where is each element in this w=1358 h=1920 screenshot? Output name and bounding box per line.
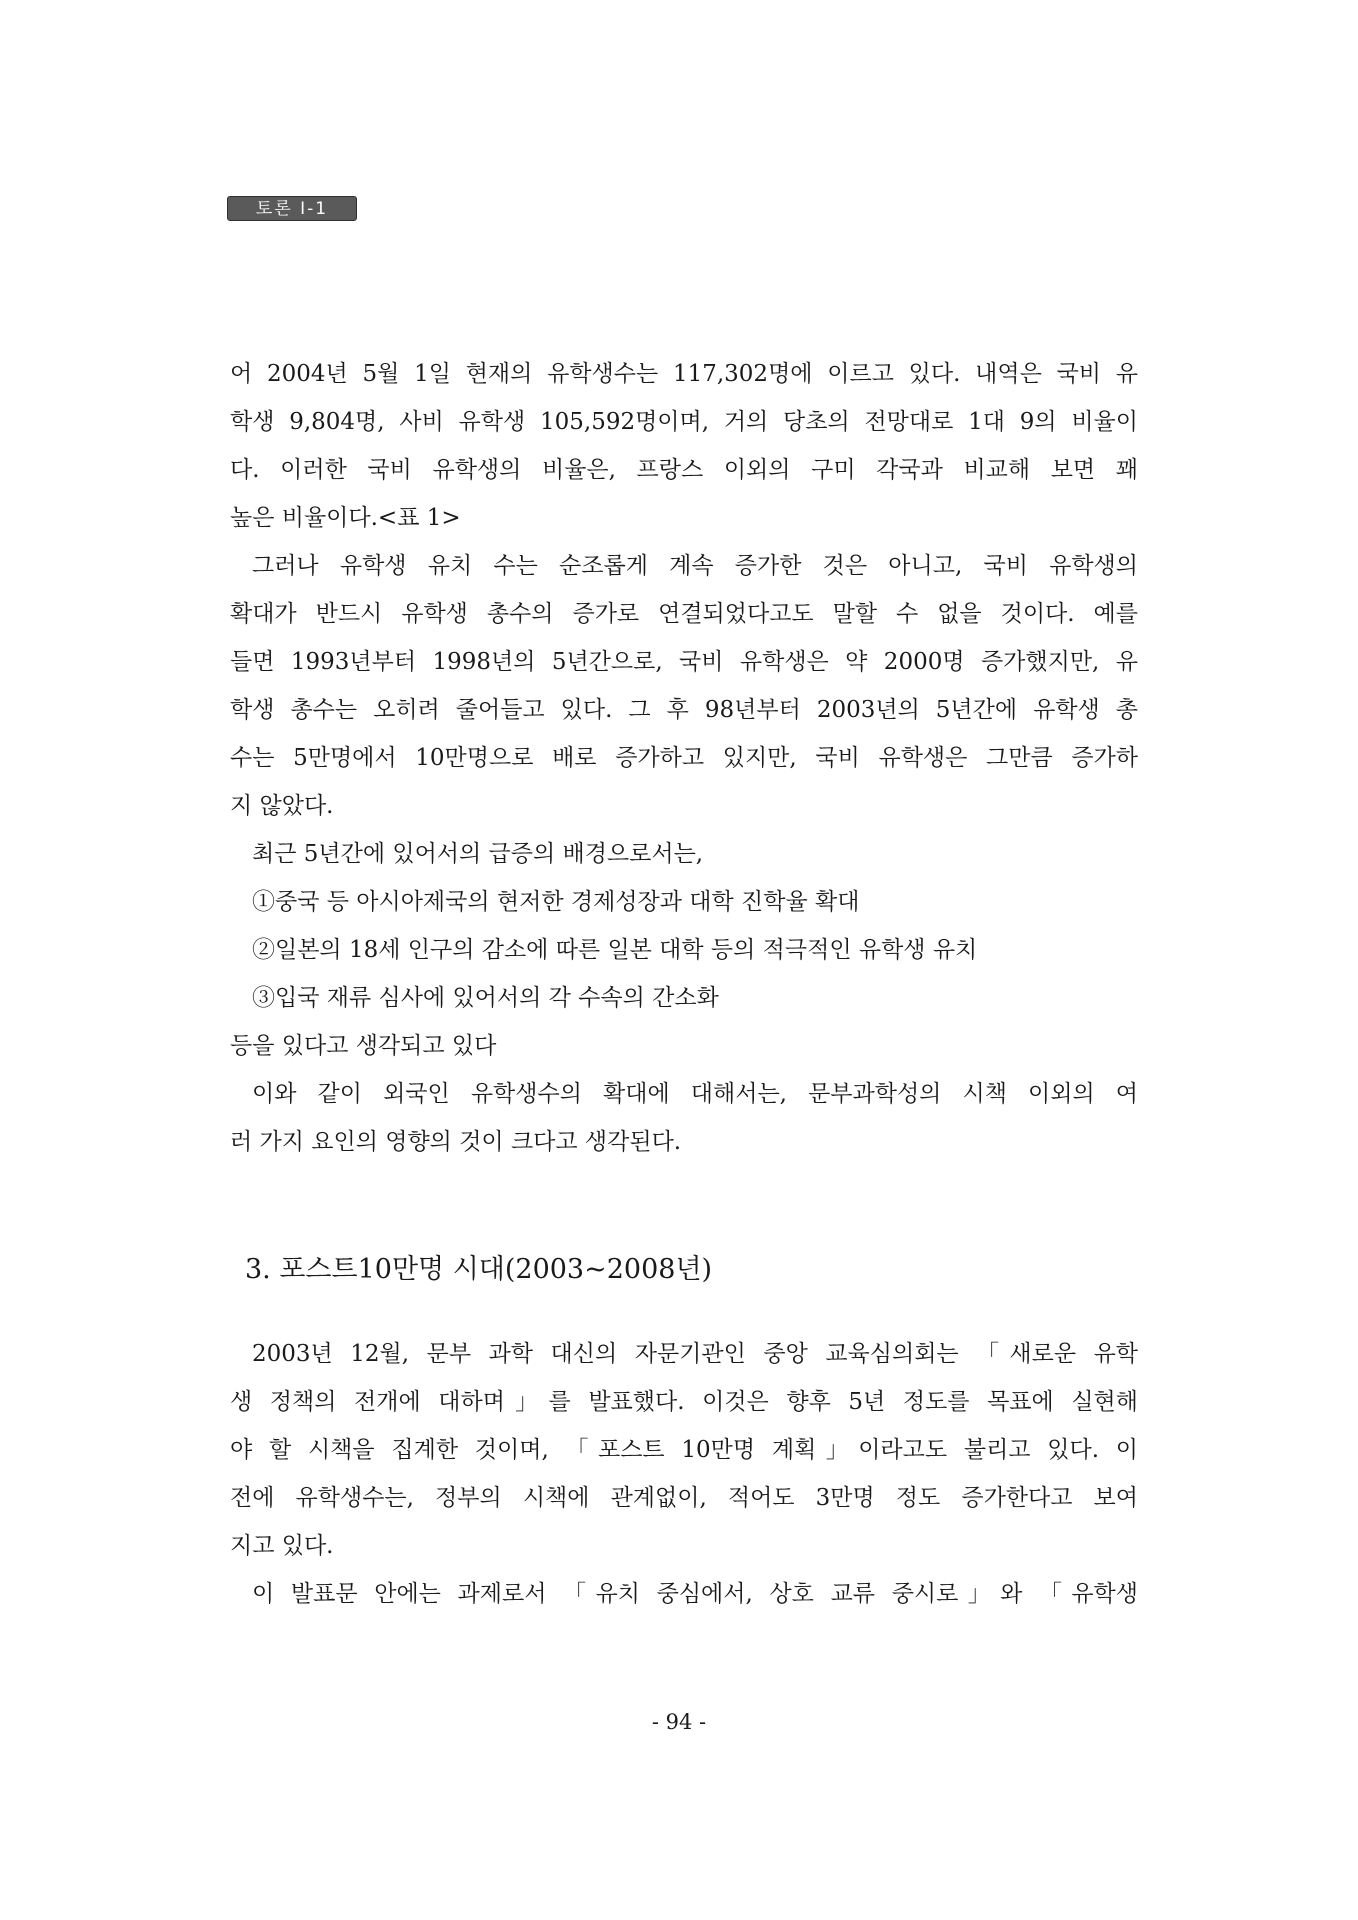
paragraph-line: 높은 비율이다.<표 1> xyxy=(230,505,461,531)
paragraph-line: 수는 5만명에서 10만명으로 배로 증가하고 있지만, 국비 유학생은 그만큼 증가하 xyxy=(230,745,1138,771)
paragraph-line: 학생 9,804명, 사비 유학생 105,592명이며, 거의 당초의 전망대로 1대 9의 비율이 xyxy=(230,409,1138,435)
paragraph-line: 지 않았다. xyxy=(230,793,334,819)
list-item: ②일본의 18세 인구의 감소에 따른 일본 대학 등의 적극적인 유학생 유치 xyxy=(252,937,978,963)
paragraph-line: 야 할 시책을 집계한 것이며, 「포스트 10만명 계획」이라고도 불리고 있다. 이 xyxy=(230,1437,1138,1463)
paragraph-line: 확대가 반드시 유학생 총수의 증가로 연결되었다고도 말할 수 없을 것이다. 예를 xyxy=(230,601,1138,627)
section-tag: 토론 Ⅰ-1 xyxy=(227,196,357,221)
paragraph-line: 최근 5년간에 있어서의 급증의 배경으로서는, xyxy=(252,841,704,867)
paragraph-line: 이 발표문 안에는 과제로서 「유치 중심에서, 상호 교류 중시로」와 「유학생 xyxy=(252,1581,1138,1607)
paragraph-line: 어 2004년 5월 1일 현재의 유학생수는 117,302명에 이르고 있다. 내역은 국비 유 xyxy=(230,361,1138,387)
paragraph-line: 그러나 유학생 유치 수는 순조롭게 계속 증가한 것은 아니고, 국비 유학생의 xyxy=(252,553,1138,579)
list-item: ③입국 재류 심사에 있어서의 각 수속의 간소화 xyxy=(252,985,719,1011)
paragraph-line: 등을 있다고 생각되고 있다 xyxy=(230,1033,497,1059)
page-number: - 94 - xyxy=(651,1710,707,1734)
paragraph-line: 러 가지 요인의 영향의 것이 크다고 생각된다. xyxy=(230,1129,682,1155)
body-text-block-1 xyxy=(230,350,1138,1166)
paragraph-line: 전에 유학생수는, 정부의 시책에 관계없이, 적어도 3만명 정도 증가한다고 보여 xyxy=(230,1485,1138,1511)
paragraph-line: 이와 같이 외국인 유학생수의 확대에 대해서는, 문부과학성의 시책 이외의 여 xyxy=(252,1081,1138,1107)
section-heading: 3. 포스트10만명 시대(2003~2008년) xyxy=(245,1254,713,1285)
paragraph-line: 지고 있다. xyxy=(230,1533,334,1559)
paragraph-line: 다. 이러한 국비 유학생의 비율은, 프랑스 이외의 구미 각국과 비교해 보면 꽤 xyxy=(230,457,1138,483)
list-item: ①중국 등 아시아제국의 현저한 경제성장과 대학 진학율 확대 xyxy=(252,889,860,915)
paragraph-line: 학생 총수는 오히려 줄어들고 있다. 그 후 98년부터 2003년의 5년간에 유학생 총 xyxy=(230,697,1138,723)
body-text-block-2 xyxy=(230,1330,1138,1618)
paragraph-line: 들면 1993년부터 1998년의 5년간으로, 국비 유학생은 약 2000명 증가했지만, 유 xyxy=(230,649,1138,675)
paragraph-line: 생 정책의 전개에 대하며」를 발표했다. 이것은 향후 5년 정도를 목표에 실현해 xyxy=(230,1389,1138,1415)
paragraph-line: 2003년 12월, 문부 과학 대신의 자문기관인 중앙 교육심의회는 「새로운 유학 xyxy=(252,1341,1138,1367)
